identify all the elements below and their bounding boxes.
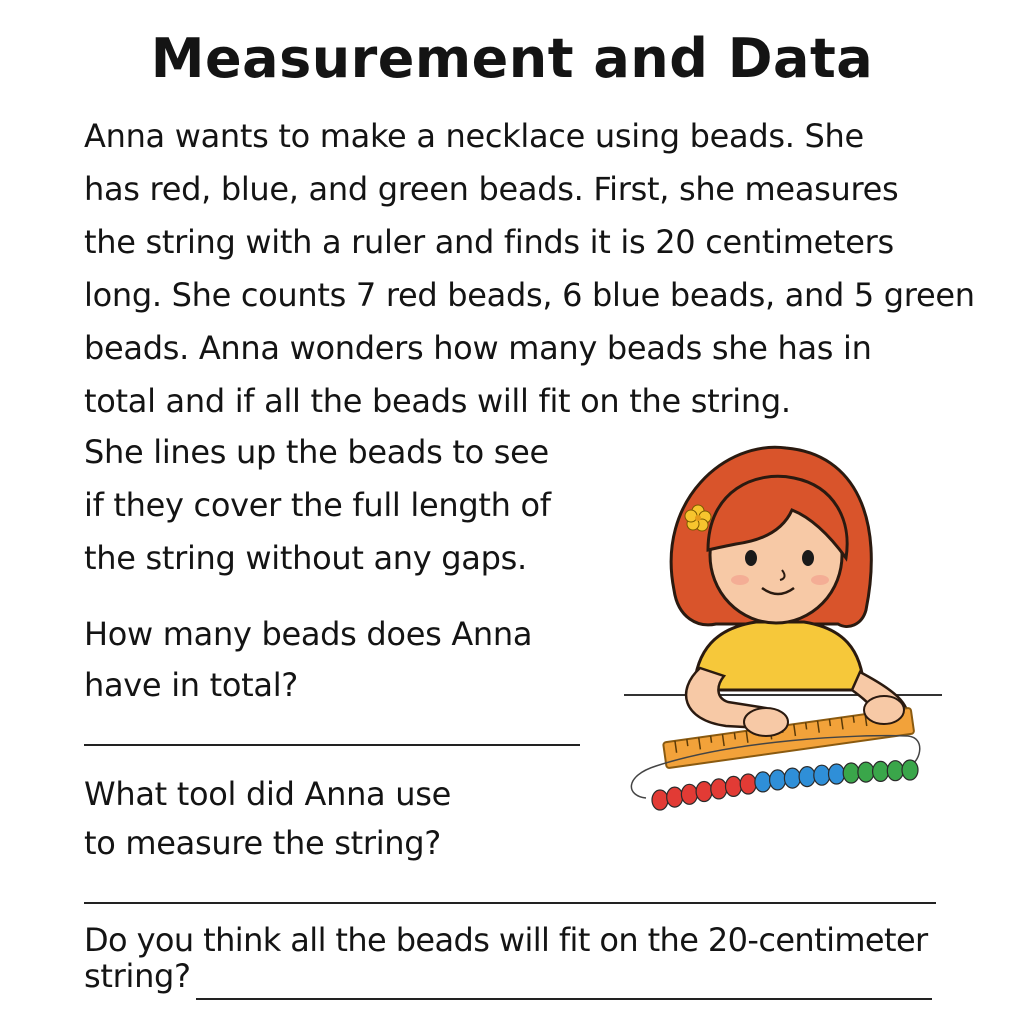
bead-blue <box>770 770 786 790</box>
bead-green <box>902 760 918 780</box>
question-line: have in total? <box>84 666 298 704</box>
bead-green <box>843 763 859 783</box>
side-line: if they cover the full length of <box>84 486 551 524</box>
paragraph-line: long. She counts 7 red beads, 6 blue beads, and 5 green <box>84 276 975 314</box>
answer-line-2[interactable] <box>84 902 936 904</box>
question-line: string? <box>84 957 191 995</box>
bead-blue <box>829 764 845 784</box>
question-line: What tool did Anna use <box>84 775 451 813</box>
paragraph-line: beads. Anna wonders how many beads she has in <box>84 329 872 367</box>
bead-red <box>667 787 683 807</box>
answer-line-1[interactable] <box>84 744 580 746</box>
question-line: How many beads does Anna <box>84 615 533 653</box>
paragraph-line: the string with a ruler and finds it is 20 centimeters <box>84 223 894 261</box>
bead-blue <box>784 768 800 788</box>
bead-red <box>726 776 742 796</box>
bead-blue <box>799 767 815 787</box>
girl-measuring-beads-icon <box>616 440 946 830</box>
bead-row <box>652 760 918 810</box>
left-hand <box>744 708 788 736</box>
bead-green <box>858 762 874 782</box>
right-eye <box>802 550 814 566</box>
question-line: Do you think all the beads will fit on the 20-centimeter <box>84 921 928 959</box>
bead-green <box>887 761 903 781</box>
answer-line-3[interactable] <box>196 998 932 1000</box>
page-title: Measurement and Data <box>150 27 874 90</box>
left-cheek <box>731 575 749 585</box>
bead-red <box>711 779 727 799</box>
side-line: the string without any gaps. <box>84 539 527 577</box>
right-hand <box>864 696 904 724</box>
bead-green <box>873 761 889 781</box>
bead-blue <box>755 772 771 792</box>
paragraph-line: has red, blue, and green beads. First, she measures <box>84 170 899 208</box>
side-line: She lines up the beads to see <box>84 433 549 471</box>
bead-red <box>681 784 697 804</box>
paragraph-line: Anna wants to make a necklace using beads. She <box>84 117 864 155</box>
bead-red <box>740 774 756 794</box>
question-line: to measure the string? <box>84 824 441 862</box>
left-eye <box>745 550 757 566</box>
paragraph-line: total and if all the beads will fit on the string. <box>84 382 791 420</box>
bead-red <box>696 782 712 802</box>
bead-red <box>652 790 668 810</box>
right-cheek <box>811 575 829 585</box>
bead-blue <box>814 765 830 785</box>
